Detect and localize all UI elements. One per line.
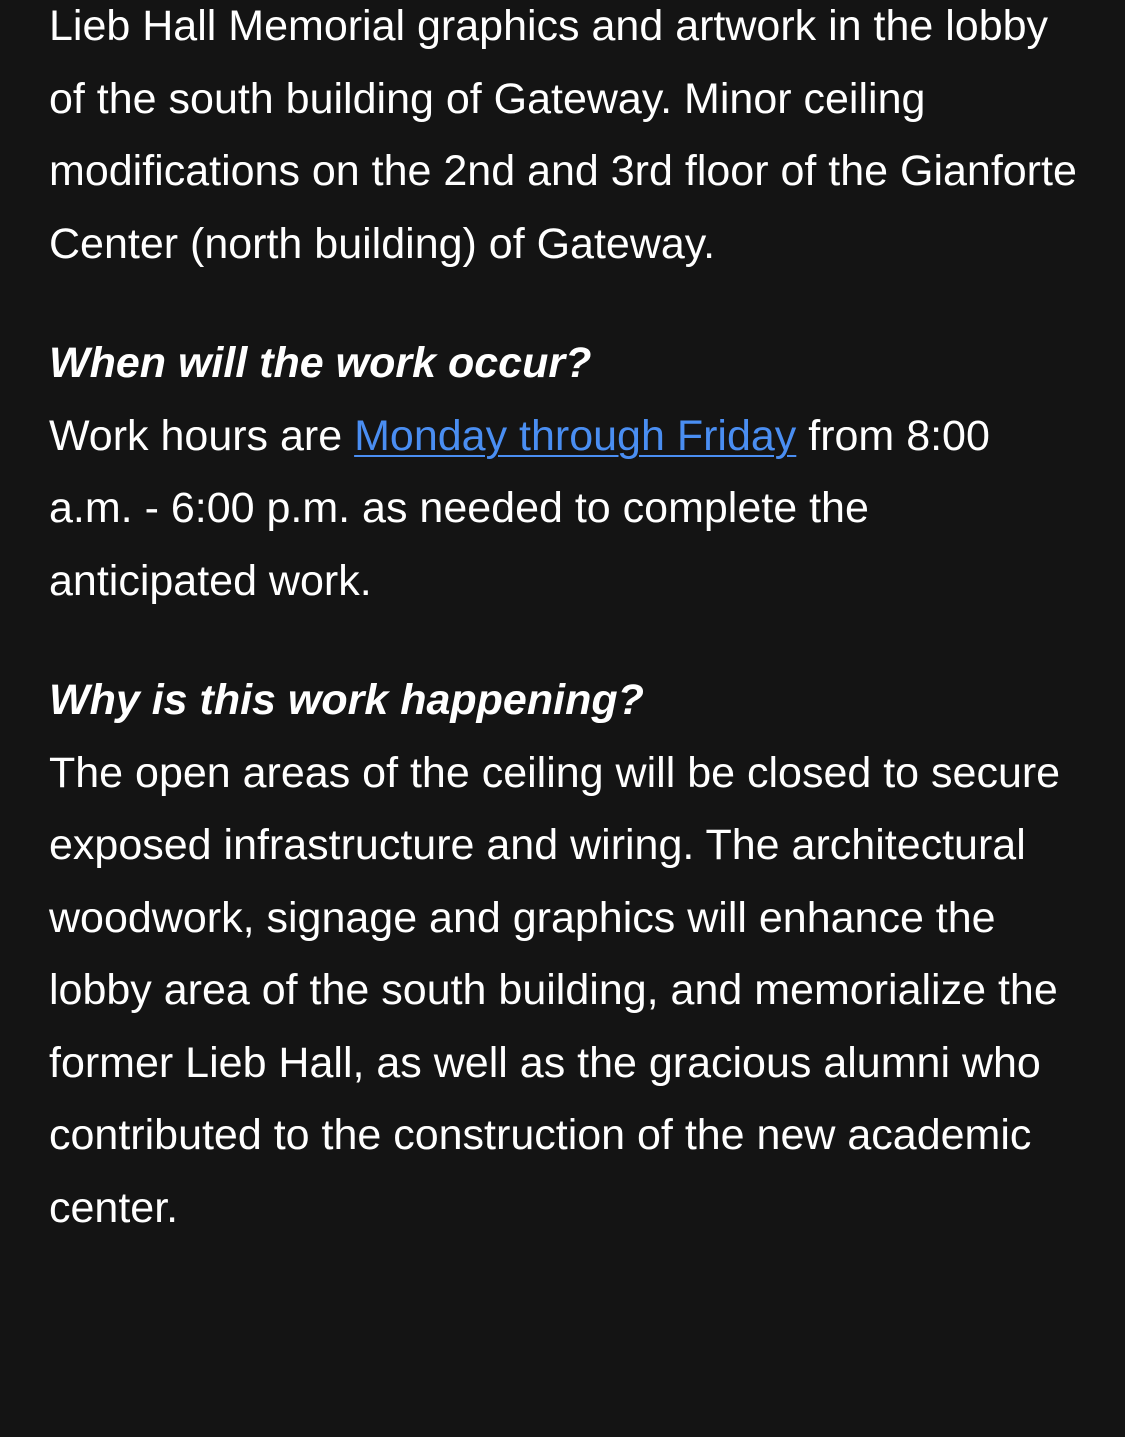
article-body bbox=[49, 0, 1079, 1244]
intro-paragraph: Lieb Hall Memorial graphics and artwork in the lobby of the south building of Gateway. Minor ceiling modifications on the 2nd and 3rd floor of the Gianforte Center (north building) of Gateway. bbox=[49, 2, 1077, 268]
paragraph-spacer bbox=[49, 617, 1079, 664]
why-heading: Why is this work happening? bbox=[49, 676, 644, 724]
why-paragraph: The open areas of the ceiling will be closed to secure exposed infrastructure and wiring. The architectural woodwork, signage and graphics will enhance the lobby area of the south building, and memorialize the former Lieb Hall, as well as the gracious alumni who contributed to the construction of the new academic center. bbox=[49, 748, 1061, 1232]
when-text-after-link: from 8:00 a.m. - 6:00 p.m. as needed to complete the anticipated work. bbox=[49, 411, 990, 605]
when-text-before-link: Work hours are bbox=[49, 411, 355, 460]
paragraph-spacer bbox=[49, 280, 1079, 327]
when-paragraph bbox=[49, 400, 1079, 618]
when-heading: When will the work occur? bbox=[49, 339, 592, 387]
monday-through-friday-link[interactable]: Monday through Friday bbox=[354, 411, 797, 460]
